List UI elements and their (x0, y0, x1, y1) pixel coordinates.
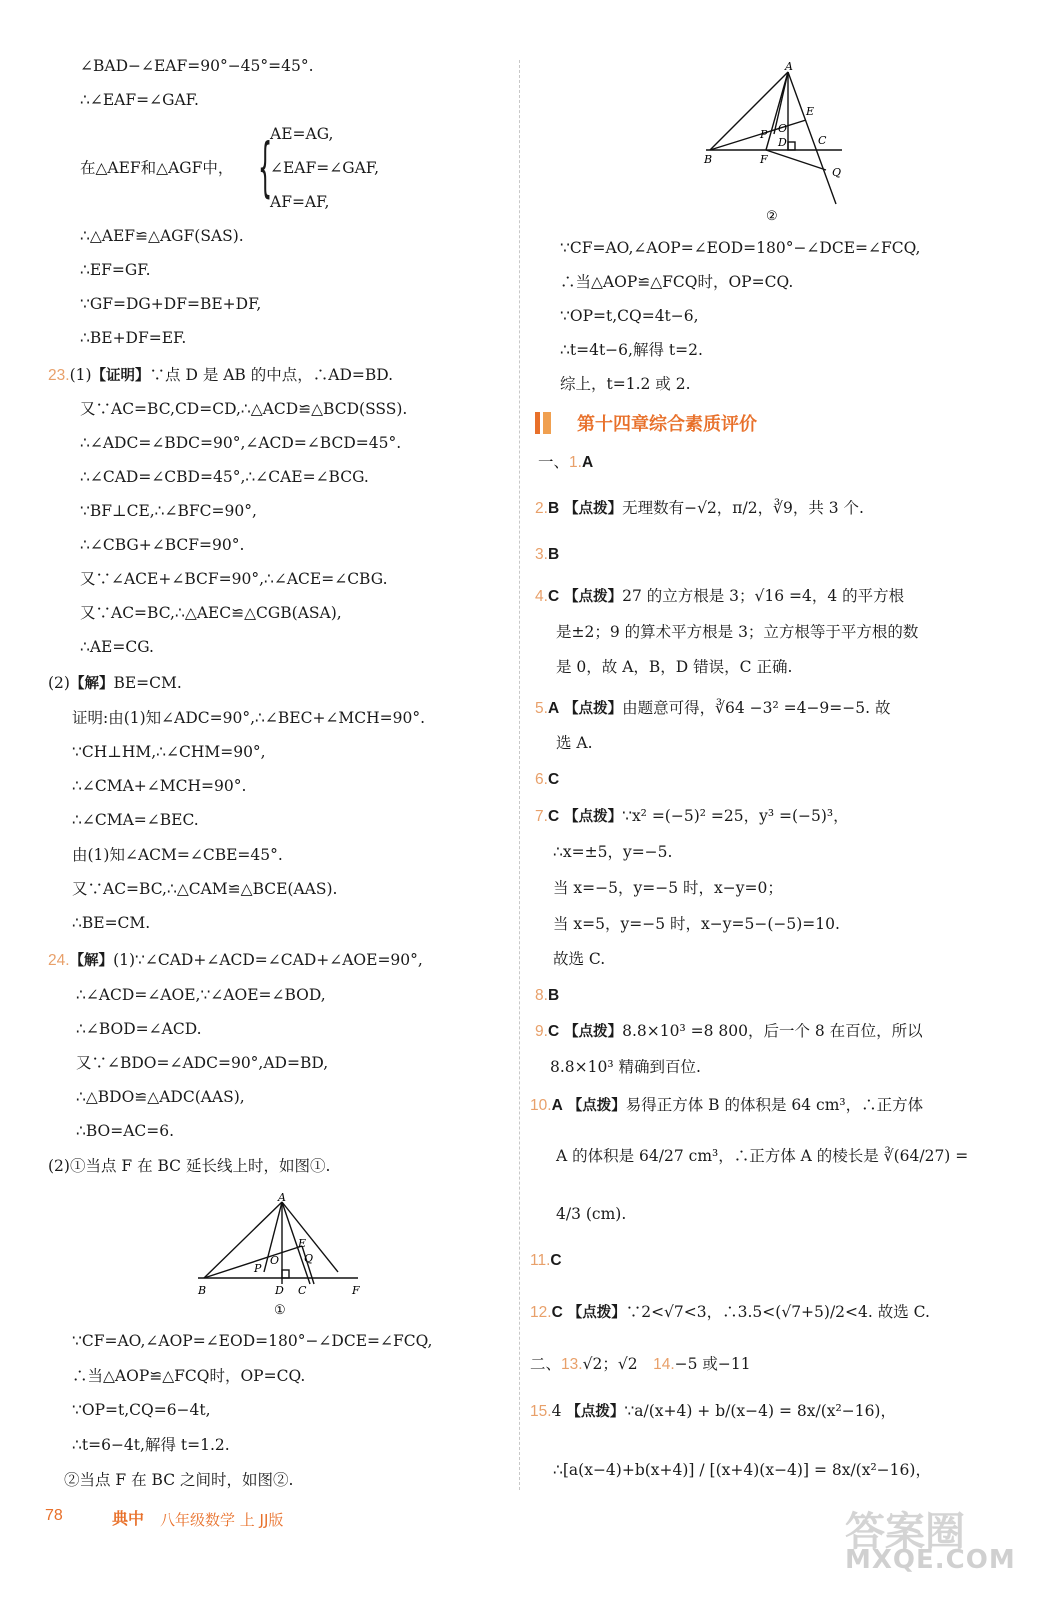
fig2-label-P: P (760, 128, 768, 141)
fig1-label-F: F (352, 1284, 360, 1297)
section-title: 第十四章综合素质评价 (577, 414, 757, 435)
q23-line: 又∵AC=BC,CD=CD,∴△ACD≌△BCD(SSS). (80, 400, 408, 418)
q23-line2: ∴∠CMA+∠MCH=90°. (72, 777, 247, 795)
q10-cont-2: 4/3 (cm). (556, 1205, 627, 1223)
mc-item-11 (530, 1250, 562, 1271)
mc-answer: A (551, 1097, 563, 1114)
q23-line: ∴∠CBG+∠BCF=90°. (80, 536, 245, 554)
mc-item-5 (535, 698, 890, 719)
mc-text: ∵2<√7<3，∴3.5<(√7+5)/2<4. 故选 C. (625, 1303, 930, 1321)
mc-text: 无理数有−√2，π/2，∛9，共 3 个. (622, 499, 864, 517)
q24-line-1-text: (1)∵∠CAD+∠ACD=∠CAD+∠AOE=90°, (113, 951, 423, 969)
q23-part2-text: BE=CM. (113, 674, 182, 692)
q23-line: ∴∠ADC=∠BDC=90°,∠ACD=∠BCD=45°. (80, 434, 402, 452)
mc-tag: 【点拨】 (564, 501, 623, 517)
q23-part2 (48, 673, 182, 694)
fig1-label-P: P (254, 1262, 262, 1275)
q24-after-fig1: ∵OP=t,CQ=6−4t, (72, 1401, 211, 1419)
mc-text: 27 的立方根是 3；√16 =4，4 的平方根 (622, 587, 905, 605)
mc-answer: B (547, 500, 560, 517)
right-line: ∴t=4t−6,解得 t=2. (560, 341, 703, 359)
q23-line-1-text: ∵点 D 是 AB 的中点，∴AD=BD. (149, 366, 394, 384)
figure-1 (190, 1192, 370, 1322)
mc-answer: C (551, 1304, 563, 1321)
right-line: ∴当△AOP≌△FCQ时，OP=CQ. (560, 273, 794, 291)
q24-after-fig1: ∴当△AOP≌△FCQ时，OP=CQ. (72, 1367, 306, 1385)
mc-section-prefix: 一、 (538, 453, 570, 471)
fig1-label-C: C (298, 1284, 307, 1297)
q24-line-1 (48, 950, 423, 971)
fig2-caption: ② (766, 209, 778, 224)
mc-item-6 (535, 769, 559, 790)
fig2-label-F: F (760, 153, 768, 166)
q23-line2: ∵CH⊥HM,∴∠CHM=90°, (72, 743, 266, 761)
fig1-label-Q: Q (304, 1252, 314, 1265)
q23-line2: ∴BE=CM. (72, 914, 151, 932)
mc-answer: B (547, 546, 560, 563)
mc-tag: 【点拨】 (567, 1098, 626, 1114)
fill-section-prefix: 二、 (530, 1355, 562, 1373)
mc-answer: A (581, 454, 594, 471)
mc-item-12 (530, 1302, 930, 1323)
mc-text: 易得正方体 B 的体积是 64 cm³，∴正方体 (625, 1096, 924, 1114)
q24-after-fig1: ∴t=6−4t,解得 t=1.2. (72, 1436, 230, 1454)
system-line-3: AF=AF, (270, 193, 330, 211)
q23-line2: 又∵AC=BC,∴△CAM≌△BCE(AAS). (72, 880, 338, 898)
watermark-bottom: MXQE.COM (845, 1545, 1016, 1575)
q23-part1-label: (1) (69, 366, 92, 384)
left-line-2: ∴∠EAF=∠GAF. (80, 91, 199, 109)
fig2-label-A: A (785, 60, 793, 73)
fill-13-14 (530, 1354, 751, 1375)
fig1-label-B: B (198, 1284, 207, 1297)
mc-number: 7. (535, 808, 548, 825)
fig1-caption: ① (274, 1303, 286, 1318)
mc-text: 8.8×10³ =8 800，后一个 8 在百位，所以 (622, 1022, 923, 1040)
watermark-top: 答案圈 (845, 1509, 965, 1555)
q4-cont: 是±2；9 的算术平方根是 3；立方根等于平方根的数 (556, 623, 919, 641)
q24-number: 24. (48, 952, 70, 969)
right-line: 综上，t=1.2 或 2. (560, 375, 691, 393)
left-line-4: ∴△AEF≌△AGF(SAS). (80, 227, 244, 245)
fig1-label-O: O (270, 1254, 280, 1267)
q23-tag: 【证明】 (91, 368, 150, 384)
mc-number: 6. (535, 771, 548, 788)
fig2-label-O: O (778, 122, 788, 135)
q24-line: 又∵∠BDO=∠ADC=90°,AD=BD, (76, 1054, 329, 1072)
q7-cont: 故选 C. (553, 950, 606, 968)
q24-after-fig1: ②当点 F 在 BC 之间时，如图②. (64, 1471, 294, 1489)
section-bar (535, 412, 540, 434)
fill-number-15: 15. (530, 1403, 552, 1420)
fig1-label-E: E (298, 1237, 307, 1250)
mc-item-8 (535, 985, 559, 1006)
brand-logo: 典中 (112, 1509, 145, 1528)
right-line: ∵OP=t,CQ=4t−6, (560, 307, 699, 325)
mc-item-10 (530, 1095, 923, 1116)
q24-line: (2)①当点 F 在 BC 延长线上时，如图①. (48, 1157, 331, 1175)
system-line-1: AE=AG, (270, 125, 334, 143)
q9-cont: 8.8×10³ 精确到百位. (550, 1058, 701, 1076)
figure-2 (700, 60, 860, 230)
q24-line: ∴△BDO≌△ADC(AAS), (76, 1088, 245, 1106)
book-title: 八年级数学 上 JJ版 (160, 1511, 284, 1529)
fill-answer-13: √2；√2 (582, 1355, 638, 1373)
fig2-label-D: D (778, 136, 787, 149)
mc-answer: C (547, 588, 560, 605)
q4-cont: 是 0，故 A，B，D 错误，C 正确. (556, 658, 793, 676)
mc-number: 10. (530, 1097, 552, 1114)
q23-line: 又∵AC=BC,∴△AEC≌△CGB(ASA), (80, 604, 342, 622)
q24-line: ∴∠BOD=∠ACD. (76, 1020, 202, 1038)
fig2-label-Q: Q (832, 166, 842, 179)
mc-answer: B (547, 987, 560, 1004)
mc-number: 1. (569, 454, 582, 471)
q7-cont: 当 x=−5，y=−5 时，x−y=0； (553, 879, 783, 897)
q23-line2: ∴∠CMA=∠BEC. (72, 811, 199, 829)
q23-line2: 由(1)知∠ACM=∠CBE=45°. (72, 846, 283, 864)
left-line-6: ∵GF=DG+DF=BE+DF, (80, 295, 262, 313)
section-bar-2 (543, 412, 551, 434)
mc-text: 由题意可得，∛64 −3² =4−9=−5. 故 (622, 699, 891, 717)
fill-15-cont: ∴[a(x−4)+b(x+4)] / [(x+4)(x−4)] = 8x/(x²−16)， (553, 1461, 931, 1479)
fill-answer-15: 4 (551, 1402, 562, 1420)
left-line-1: ∠BAD−∠EAF=90°−45°=45°. (80, 57, 314, 75)
fig1-label-D: D (275, 1284, 284, 1297)
mc-tag: 【点拨】 (564, 589, 623, 605)
left-line-3: 在△AEF和△AGF中， (80, 159, 234, 177)
mc-answer: C (547, 808, 560, 825)
page-number: 78 (45, 1507, 63, 1524)
fill-text-15: ∵a/(x+4) + b/(x−4) = 8x/(x²−16)， (624, 1402, 896, 1420)
q10-cont-1: A 的体积是 64/27 cm³，∴正方体 A 的棱长是 ∛(64/27) = (556, 1147, 969, 1165)
q7-cont: ∴x=±5，y=−5. (553, 843, 673, 861)
mc-tag: 【点拨】 (564, 809, 623, 825)
q23-number: 23. (48, 367, 70, 384)
q23-line: ∴AE=CG. (80, 638, 154, 656)
q23-part2-label: (2) (48, 674, 70, 692)
mc-number: 2. (535, 500, 548, 517)
mc-number: 4. (535, 588, 548, 605)
q24-tag: 【解】 (69, 953, 114, 969)
left-line-7: ∴BE+DF=EF. (80, 329, 187, 347)
fill-tag-15: 【点拨】 (566, 1404, 625, 1420)
mc-item-9 (535, 1021, 923, 1042)
brace: { (258, 131, 273, 205)
q24-line: ∴∠ACD=∠AOE,∵∠AOE=∠BOD, (76, 986, 326, 1004)
q7-cont: 当 x=5，y=−5 时，x−y=5−(−5)=10. (553, 915, 840, 933)
fig2-label-B: B (704, 153, 713, 166)
mc-number: 9. (535, 1023, 548, 1040)
fill-15 (530, 1401, 896, 1422)
mc-answer: C (547, 1023, 560, 1040)
q24-after-fig1: ∵CF=AO,∠AOP=∠EOD=180°−∠DCE=∠FCQ, (72, 1332, 433, 1350)
mc-number: 8. (535, 987, 548, 1004)
mc-tag: 【点拨】 (567, 1305, 626, 1321)
q23-line-1 (48, 365, 393, 386)
q5-cont: 选 A. (556, 734, 593, 752)
mc-number: 5. (535, 700, 548, 717)
q23-line2: 证明:由(1)知∠ADC=90°,∴∠BEC+∠MCH=90°. (72, 709, 426, 727)
mc-tag: 【点拨】 (564, 1024, 623, 1040)
system-line-2: ∠EAF=∠GAF, (270, 159, 380, 177)
mc-number: 11. (530, 1252, 551, 1269)
mc-number: 3. (535, 546, 548, 563)
mc-item-4 (535, 586, 904, 607)
q23-part2-tag: 【解】 (69, 676, 114, 692)
right-line: ∵CF=AO,∠AOP=∠EOD=180°−∠DCE=∠FCQ, (560, 239, 921, 257)
fill-number-14: 14. (653, 1356, 675, 1373)
fill-answer-14: −5 或−11 (674, 1355, 751, 1373)
mc-item-7 (535, 806, 849, 827)
q23-line: 又∵∠ACE+∠BCF=90°,∴∠ACE=∠CBG. (80, 570, 388, 588)
mc-item-3 (535, 544, 559, 565)
mc-text: ∵x² =(−5)² =25，y³ =(−5)³， (622, 807, 849, 825)
mc-number: 12. (530, 1304, 552, 1321)
fill-number-13: 13. (561, 1356, 583, 1373)
fig1-label-A: A (278, 1192, 286, 1204)
mc-answer: C (547, 771, 560, 788)
mc-answer: A (547, 700, 560, 717)
column-divider (519, 60, 520, 1490)
q23-line: ∴∠CAD=∠CBD=45°,∴∠CAE=∠BCG. (80, 468, 369, 486)
fig2-label-C: C (818, 134, 827, 147)
q23-line: ∵BF⊥CE,∴∠BFC=90°, (80, 502, 257, 520)
q24-line: ∴BO=AC=6. (76, 1122, 175, 1140)
mc-answer: C (550, 1252, 562, 1269)
mc-item-1 (538, 452, 593, 473)
left-line-5: ∴EF=GF. (80, 261, 151, 279)
mc-item-2 (535, 498, 864, 519)
mc-tag: 【点拨】 (564, 701, 623, 717)
fig2-label-E: E (806, 105, 815, 118)
